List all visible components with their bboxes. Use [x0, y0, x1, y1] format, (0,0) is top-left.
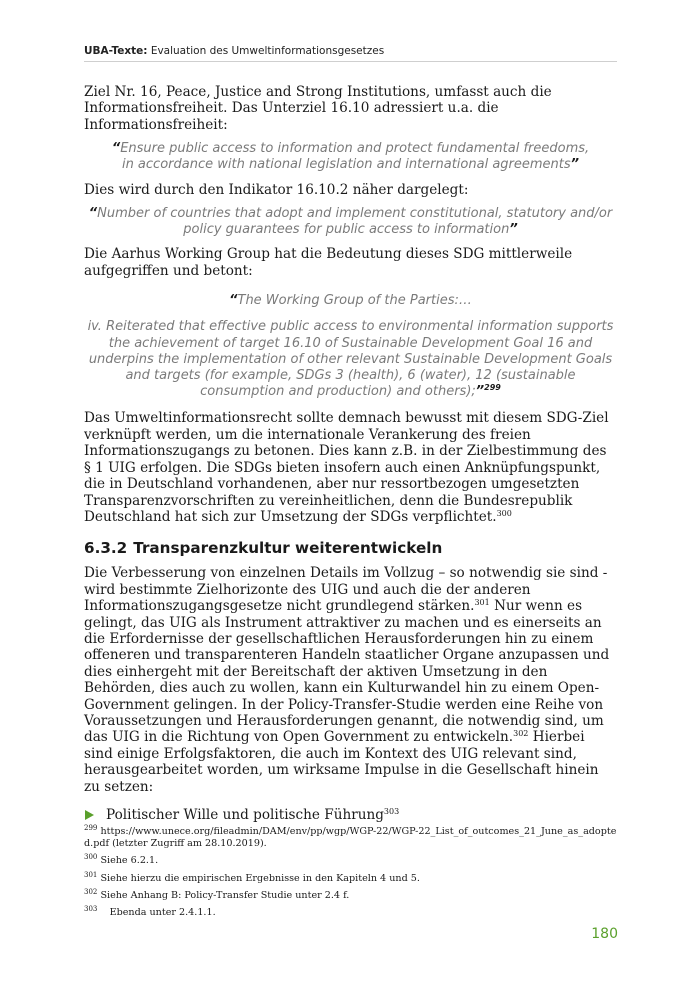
triangle-bullet-icon — [85, 810, 94, 820]
footnote-ref-303[interactable]: 303 — [383, 807, 400, 816]
paragraph-4 — [84, 410, 617, 525]
footnote-300 — [84, 855, 617, 867]
footnote-text: Siehe hierzu die empirischen Ergebnisse in den Kapiteln 4 und 5. — [100, 872, 420, 884]
quote-sdg-target-text: Ensure public access to information and protect fundamental freedoms, in accordance with national legislation and international agreements — [120, 141, 590, 173]
footnote-text: Siehe 6.2.1. — [100, 855, 159, 867]
quote-working-group-body-text: iv. Reiterated that effective public access to environmental information supports the achievement of target 16.10 of Sustainable Development Goal 16 and underpins the implementation of other relevant Sustainable Development Goals and targets (for example, SDGs 3 (health), 6 (water), 12 (sustainable consumption and production) and others); — [87, 319, 614, 400]
quote-working-group-intro-text: The Working Group of the Parties:… — [237, 293, 472, 309]
footnote-303 — [84, 907, 617, 919]
footnote-number: 299 — [84, 824, 98, 832]
quote-indicator-text: Number of countries that adopt and implement constitutional, statutory and/or policy guarantees for public access to information — [97, 206, 613, 238]
section-title: Transparenzkultur weiterentwickeln — [133, 539, 443, 558]
quote-working-group-body: iv. Reiterated that effective public access to environmental information supports the achievement of target 16.10 of Sustainable Development Goal 16 and underpins the implementation of other relevant Sustainable Development Goals and targets (for example, SDGs 3 (health), 6 (water), 12 (sustainable consumption and production) and others);”$^{299}$ — [87, 319, 614, 400]
page-number: 180 — [591, 926, 618, 942]
section-number: 6.3.2 — [84, 539, 128, 558]
paragraph-5-part-b: Nur wenn es gelingt, das UIG als Instrument attraktiver zu machen und es einerseits an die Erfordernisse der gesellschaftlichen Herausforderungen hin zu einem offeneren und transparenteren Handeln staatlicher Organe anzupassen und dies einhergeht mit der Bereitschaft der aktiven Umsetzung in den Behörden, dies auch zu wollen, kann ein Kulturwandel hin zu einem Open-Government gelingen. In der Policy-Transfer-Studie werden eine Reihe von Voraussetzungen und Herausforderungen genannt, die notwendig sind, um das UIG in die Richtung von Open Government zu entwickeln. — [84, 598, 610, 746]
running-header — [84, 45, 617, 62]
header-title: Evaluation des Umweltinformationsgesetzes — [150, 45, 385, 57]
footnote-number: 303 — [84, 905, 98, 914]
footnote-ref-302[interactable]: 302 — [513, 729, 529, 739]
footnote-302 — [84, 887, 617, 902]
paragraph-5-part-c: Hierbei sind einige Erfolgsfaktoren, die auch im Kontext des UIG relevant sind, herausgearbeitet worden, um wirksame Impulse in die Gesellschaft hinein zu setzen: — [84, 729, 599, 795]
footnote-ref-301[interactable]: 301 — [474, 598, 490, 608]
footnote-ref-299[interactable]: 299 — [484, 383, 501, 393]
footnotes — [84, 826, 617, 924]
footnote-301 — [84, 870, 617, 885]
paragraph-5 — [84, 565, 617, 795]
footnote-299 — [84, 826, 617, 850]
header-prefix: UBA-Texte: — [84, 45, 148, 57]
footnote-text: Siehe Anhang B: Policy-Transfer Studie unter 2.4 f. — [100, 889, 350, 901]
bullet-text: Politischer Wille und politische Führung — [106, 807, 384, 823]
paragraph-4-text: Das Umweltinformationsrecht sollte demnach bewusst mit diesem SDG-Ziel verknüpft werden, um die internationale Verankerung des freien Informationszugangs zu betonen. Dies kann z.B. in der Zielbestimmung des § 1 UIG erfolgen. Die SDGs bieten insofern auch einen Anknüpfungspunkt, die in Deutschland vorhandenen, aber nur ressortbezogen umgesetzten Transparenzvorschriften zu vereinheitlichen, denn die Bundesrepublik Deutschland hat sich zur Umsetzung der SDGs verpflichtet. — [84, 410, 609, 525]
paragraph-5-part-a: Die Verbesserung von einzelnen Details im Vollzug – so notwendig sie sind - wird bestimmte Zielhorizonte des UIG und auch die der anderen Informationszugangsgesetze nicht grundlegend stärken. — [84, 565, 608, 615]
paragraph-3: Die Aarhus Working Group hat die Bedeutung dieses SDG mittlerweile aufgegriffen und betont: — [84, 246, 573, 279]
bullet-text-wrap — [106, 807, 399, 823]
footnote-text: Ebenda unter 2.4.1.1. — [100, 907, 216, 919]
bullet-item — [84, 807, 617, 823]
footnote-number: 301 — [84, 870, 98, 879]
footnote-number: 300 — [84, 853, 98, 862]
main-content — [84, 84, 617, 823]
footnote-ref-300[interactable]: 300 — [496, 508, 512, 518]
quote-working-group-intro: “The Working Group of the Parties:… — [229, 293, 472, 309]
section-heading — [84, 539, 617, 557]
paragraph-1: Ziel Nr. 16, Peace, Justice and Strong Institutions, umfasst auch die Informationsfreiheit. Das Unterziel 16.10 adressiert u.a. die Informationsfreiheit: — [84, 84, 552, 133]
paragraph-2: Dies wird durch den Indikator 16.10.2 näher dargelegt: — [84, 181, 469, 198]
quote-indicator: “Number of countries that adopt and implement constitutional, statutory and/or policy guarantees for public access to information” — [88, 206, 613, 238]
quote-sdg-target: “Ensure public access to information and protect fundamental freedoms, in accordance with national legislation and international agreements” — [111, 141, 590, 173]
footnote-text[interactable]: https://www.unece.org/fileadmin/DAM/env/pp/wgp/WGP-22/WGP-22_List_of_outcomes_21_June_as_adopted.pdf (letzter Zugriff am 28.10.2019). — [84, 826, 617, 850]
footnote-number: 302 — [84, 887, 98, 896]
